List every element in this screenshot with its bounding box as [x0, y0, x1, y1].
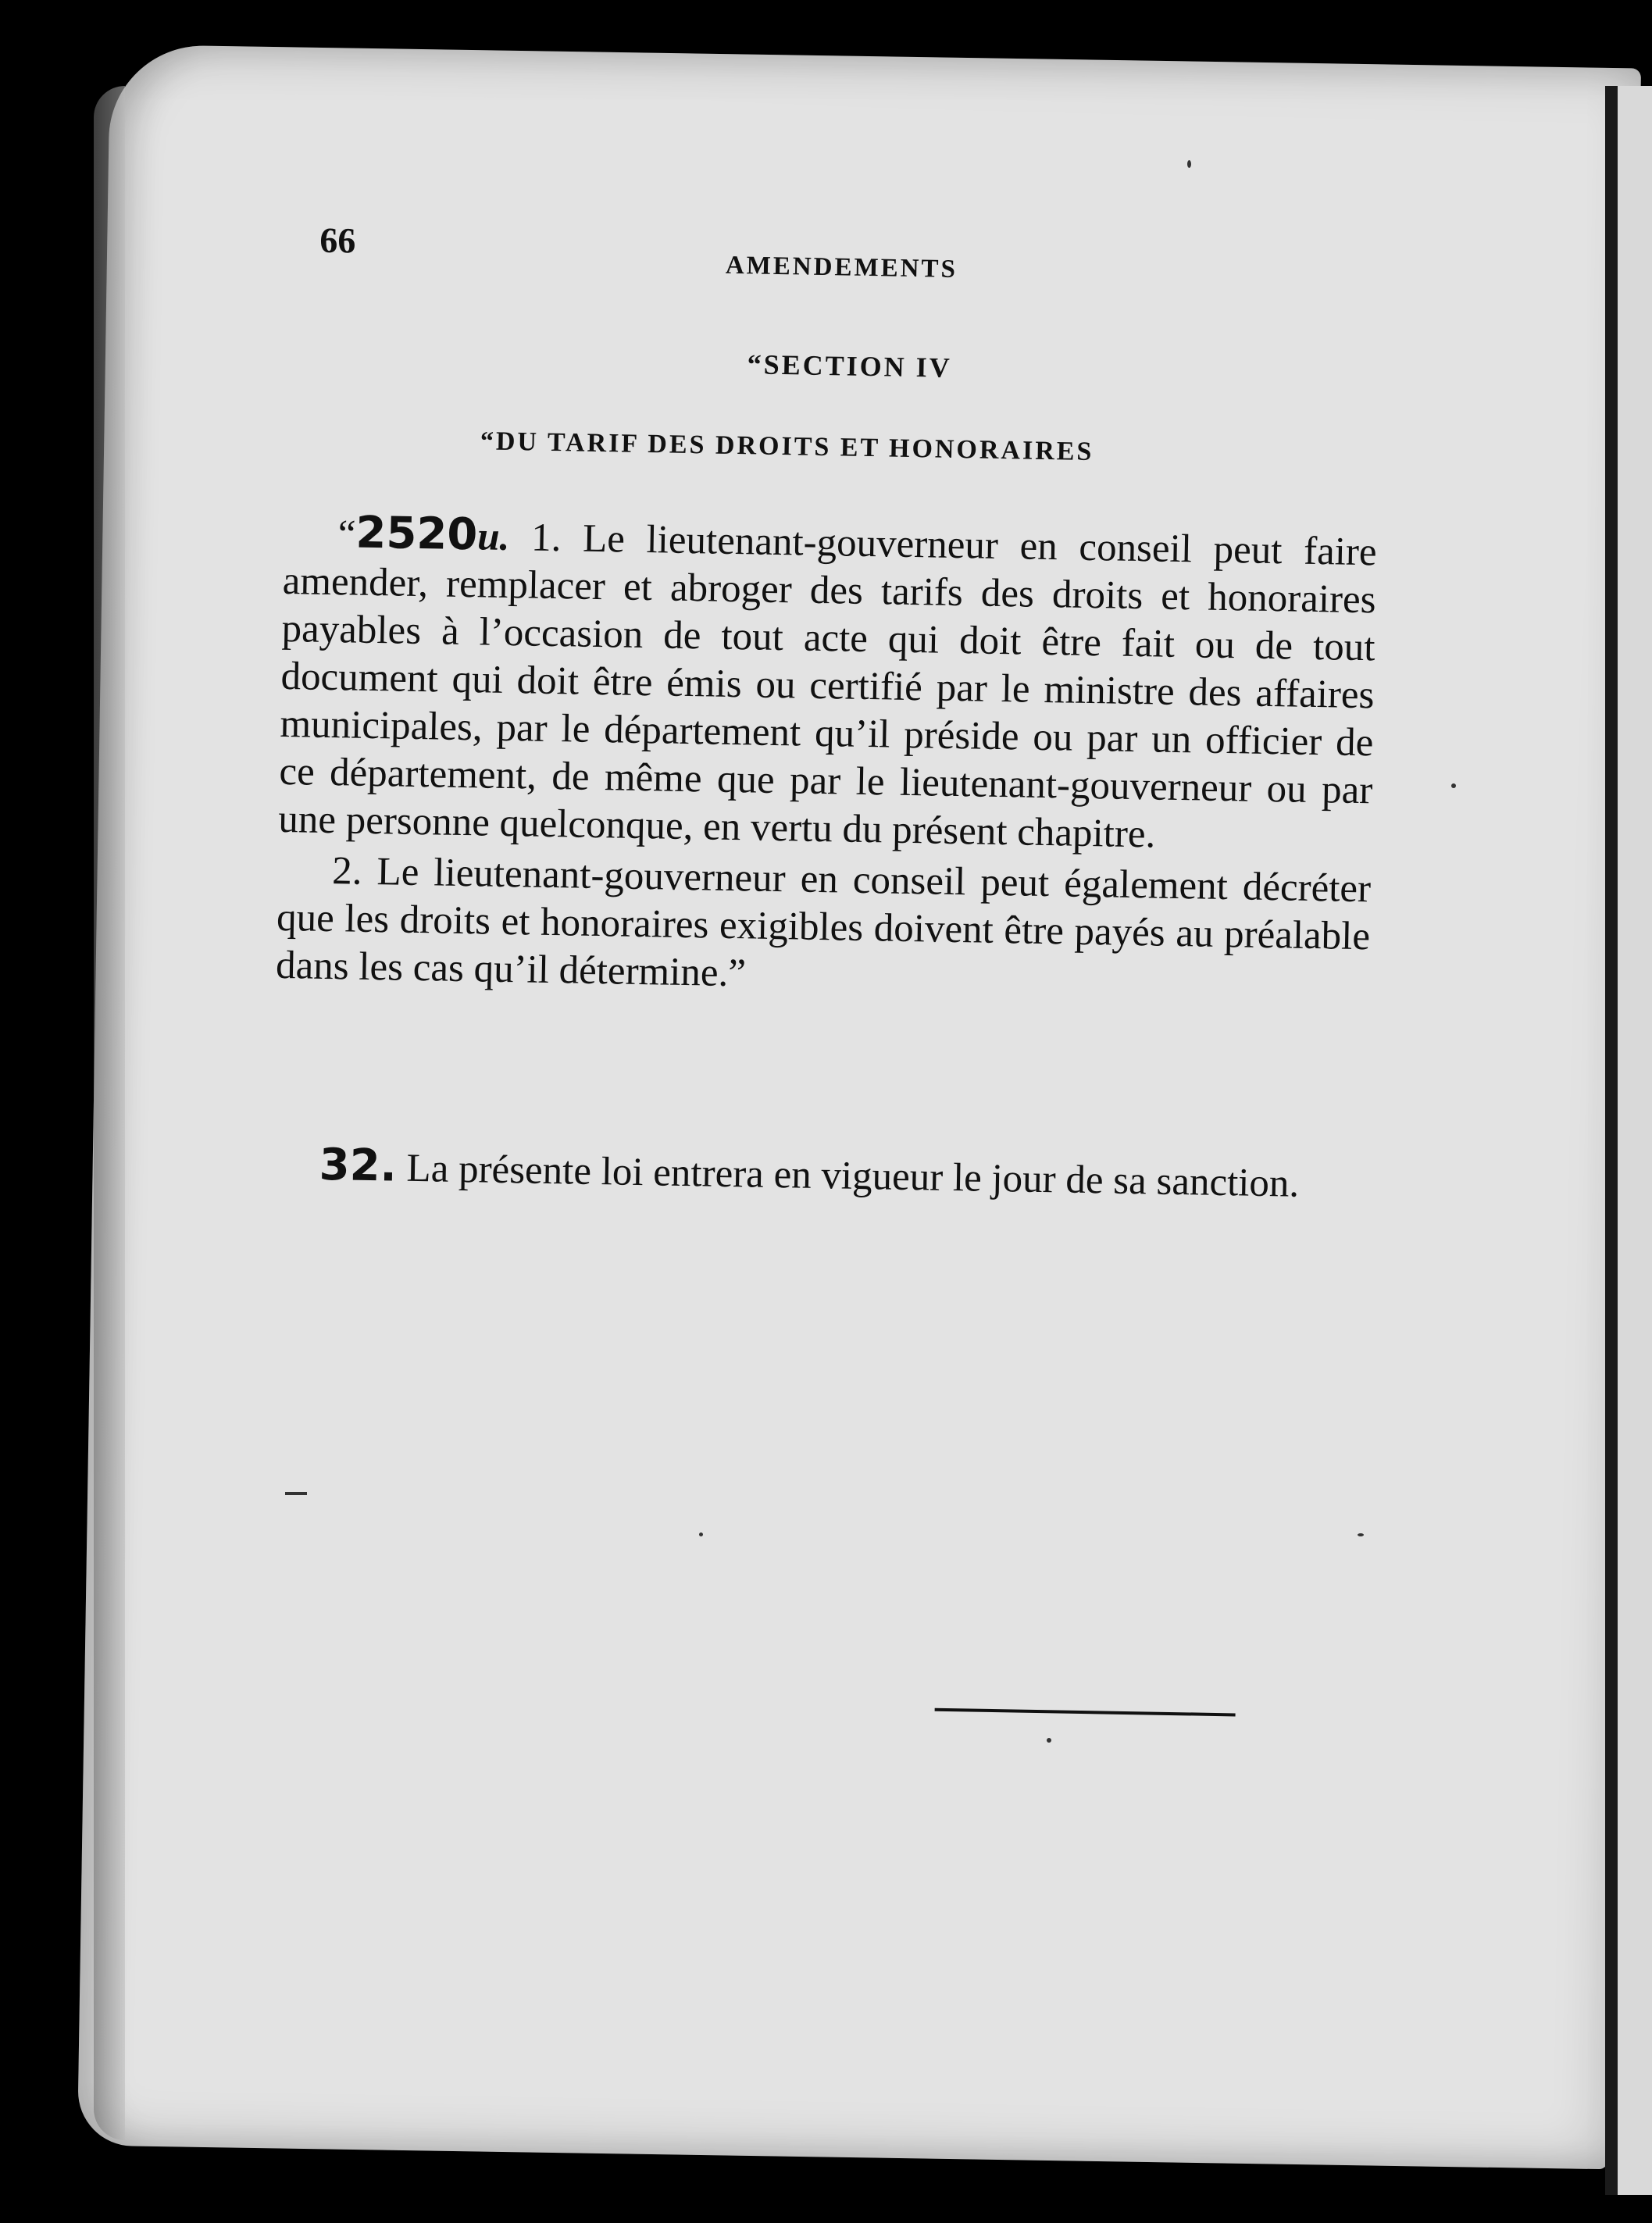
book-binding-line [1605, 86, 1618, 2195]
section-heading: “SECTION IV [747, 348, 953, 384]
book-binding-strip [1618, 86, 1652, 2195]
section-subheading: “DU TARIF DES DROITS ET HONORAIRES [480, 426, 1094, 467]
article-number-suffix: u. [476, 515, 510, 559]
article-open-quote: “ [337, 512, 356, 557]
scan-speck [1187, 160, 1191, 168]
scan-speck [1358, 1533, 1364, 1536]
article-2520u-paragraph-2: 2. Le lieutenant-gouverneur en conseil peut également décréter que les droits et honoraires exigibles doivent être payés au préalable dans les cas qu’il détermine.” [275, 849, 1372, 996]
article-2520u [276, 508, 1378, 1008]
scan-speck [699, 1533, 703, 1536]
page-number: 66 [319, 219, 356, 261]
article-32-number: 32. [319, 1139, 398, 1192]
scan-speck [285, 1492, 307, 1495]
article-number: 2520 [355, 507, 478, 561]
paragraph-text: 1. Le lieutenant-gouverneur en conseil peut faire amender, remplacer et abroger des tarifs des droits et honoraires payables à l’occasion de tout acte qui doit être fait ou de tout document qui doit être émis ou certifié par le ministre des affaires municipales, par le département qu’il préside ou par un officier de ce département, de même que par le lieutenant-gouverneur ou par une personne quelconque, en vertu du présent chapitre. [277, 515, 1378, 857]
running-head: AMENDEMENTS [725, 251, 958, 284]
scan-speck [1047, 1738, 1051, 1743]
article-2520u-paragraph-1 [278, 508, 1377, 862]
article-32-text: La présente loi entrera en vigueur le jour de sa sanction. [396, 1146, 1300, 1206]
scan-speck [1451, 783, 1456, 788]
page-edge-shadow [94, 86, 125, 2140]
